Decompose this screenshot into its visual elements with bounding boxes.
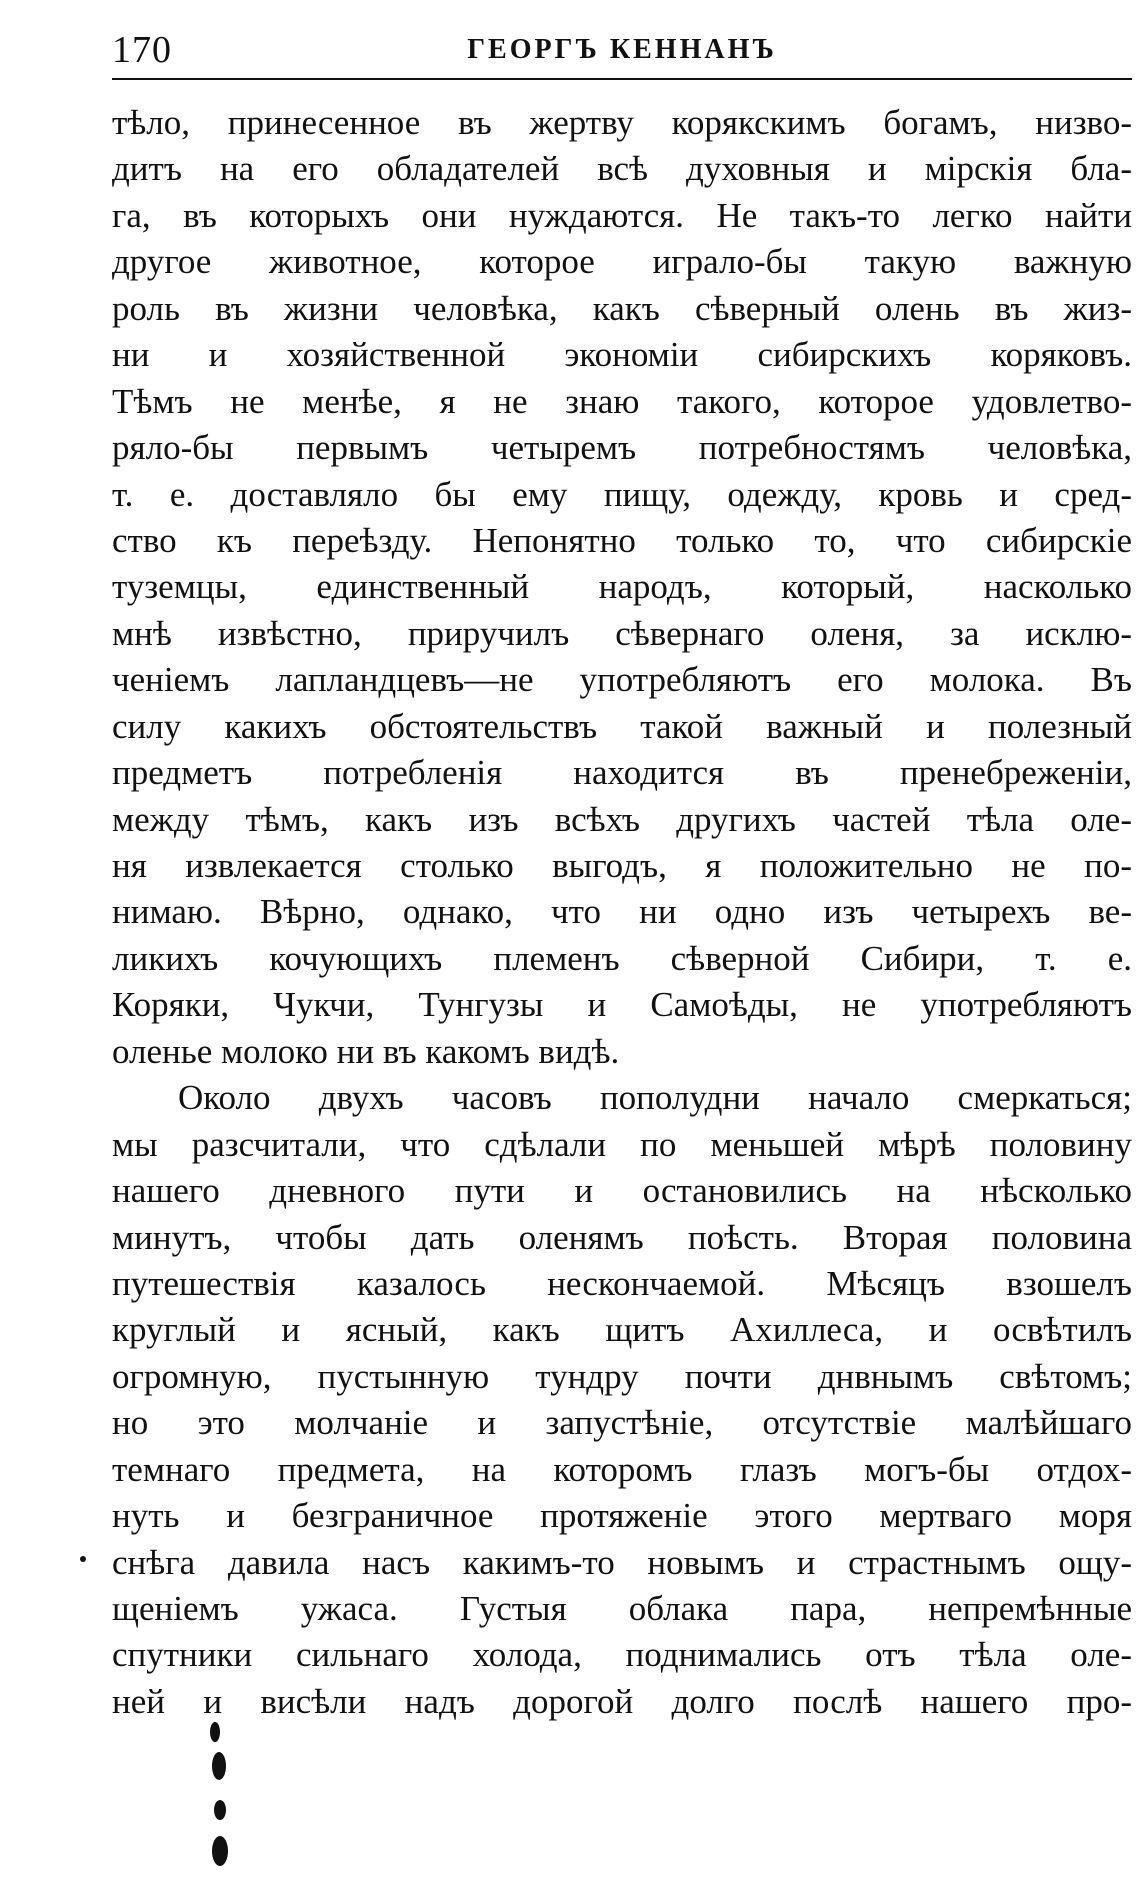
text-line: га, въ которыхъ они нуждаются. Не такъ-то легко найти	[112, 195, 1132, 235]
text-line: щеніемъ ужаса. Густыя облака пара, непремѣнные	[112, 1589, 1132, 1628]
page-number: 170	[112, 29, 172, 71]
text-line: темнаго предмета, на которомъ глазъ могъ-бы отдох-	[112, 1449, 1132, 1489]
text-line: ликихъ кочующихъ племенъ сѣверной Сибири, т. е.	[112, 938, 1132, 978]
text-line: туземцы, единственный народъ, который, насколько	[112, 567, 1132, 607]
paragraph	[112, 1075, 1132, 1725]
text-line: нимаю. Вѣрно, однако, что ни одно изъ четырехъ ве-	[112, 892, 1132, 932]
running-head: ГЕОРГЪ КЕННАНЪ	[467, 34, 777, 65]
text-line: Около двухъ часовъ пополудни начало смеркаться;	[178, 1078, 1132, 1118]
text-line: ство къ переѣзду. Непонятно только то, что сибирскіе	[112, 520, 1132, 560]
text-line: но это молчаніе и запустѣніе, отсутствіе малѣйшаго	[112, 1403, 1132, 1443]
ink-smudge	[214, 1800, 226, 1820]
text-line: предметъ потребленія находится въ пренебреженіи,	[112, 753, 1132, 793]
text-line: минутъ, чтобы дать оленямъ поѣсть. Вторая половина	[112, 1217, 1132, 1257]
paragraph-container	[112, 100, 1132, 1725]
text-line: силу какихъ обстоятельствъ такой важный и полезный	[112, 706, 1132, 746]
text-line: оленье молоко ни въ какомъ видѣ.	[112, 1031, 620, 1071]
ink-smudge	[212, 1752, 226, 1780]
text-line: т. е. доставляло бы ему пищу, одежду, кровь и сред-	[112, 474, 1132, 514]
text-line: ня извлекается столько выгодъ, я положительно не по-	[112, 846, 1132, 885]
text-line: ченіемъ лапландцевъ—не употребляютъ его молока. Въ	[112, 660, 1132, 700]
text-line: снѣга давила насъ какимъ-то новымъ и страстнымъ ощу-	[112, 1542, 1132, 1582]
text-line: дитъ на его обладателей всѣ духовныя и мірскія бла-	[112, 149, 1132, 189]
text-line: ряло-бы первымъ четыремъ потребностямъ человѣка,	[112, 428, 1132, 468]
text-line: нуть и безграничное протяженіе этого мертваго моря	[112, 1496, 1132, 1536]
text-line: роль въ жизни человѣка, какъ сѣверный олень въ жиз-	[112, 288, 1132, 328]
text-line: ни и хозяйственной экономіи сибирскихъ коряковъ.	[112, 335, 1132, 375]
text-line: путешествія казалось нескончаемой. Мѣсяцъ взошелъ	[112, 1263, 1132, 1303]
text-line: круглый и ясный, какъ щитъ Ахиллеса, и освѣтилъ	[112, 1310, 1132, 1350]
text-line: Тѣмъ не менѣе, я не знаю такого, которое удовлетво-	[112, 381, 1132, 421]
text-line: ней и висѣли надъ дорогой долго послѣ нашего про-	[112, 1681, 1132, 1721]
ink-smudge	[210, 1722, 220, 1742]
text-line: нашего дневного пути и остановились на нѣсколько	[112, 1171, 1132, 1211]
text-line: мнѣ извѣстно, приручилъ сѣвернаго оленя, за исклю-	[112, 613, 1132, 653]
text-line: огромную, пустынную тундру почти днвнымъ свѣтомъ;	[112, 1356, 1132, 1396]
paragraph	[112, 100, 1132, 1075]
text-line: другое животное, которое играло-бы такую важную	[112, 242, 1132, 282]
text-line: спутники сильнаго холода, поднимались отъ тѣла оле-	[112, 1635, 1132, 1675]
text-line: тѣло, принесенное въ жертву корякскимъ богамъ, низво-	[112, 103, 1132, 142]
text-line: между тѣмъ, какъ изъ всѣхъ другихъ частей тѣла оле-	[112, 799, 1132, 839]
text-line: Коряки, Чукчи, Тунгузы и Самоѣды, не употребляютъ	[112, 985, 1132, 1025]
print-speck	[80, 1556, 86, 1562]
text-line: мы разсчитали, что сдѣлали по меньшей мѣрѣ половину	[112, 1124, 1132, 1164]
body-text	[112, 100, 1132, 1725]
header-rule	[112, 78, 1132, 80]
ink-smudge	[212, 1836, 228, 1866]
page-header	[112, 22, 1132, 78]
